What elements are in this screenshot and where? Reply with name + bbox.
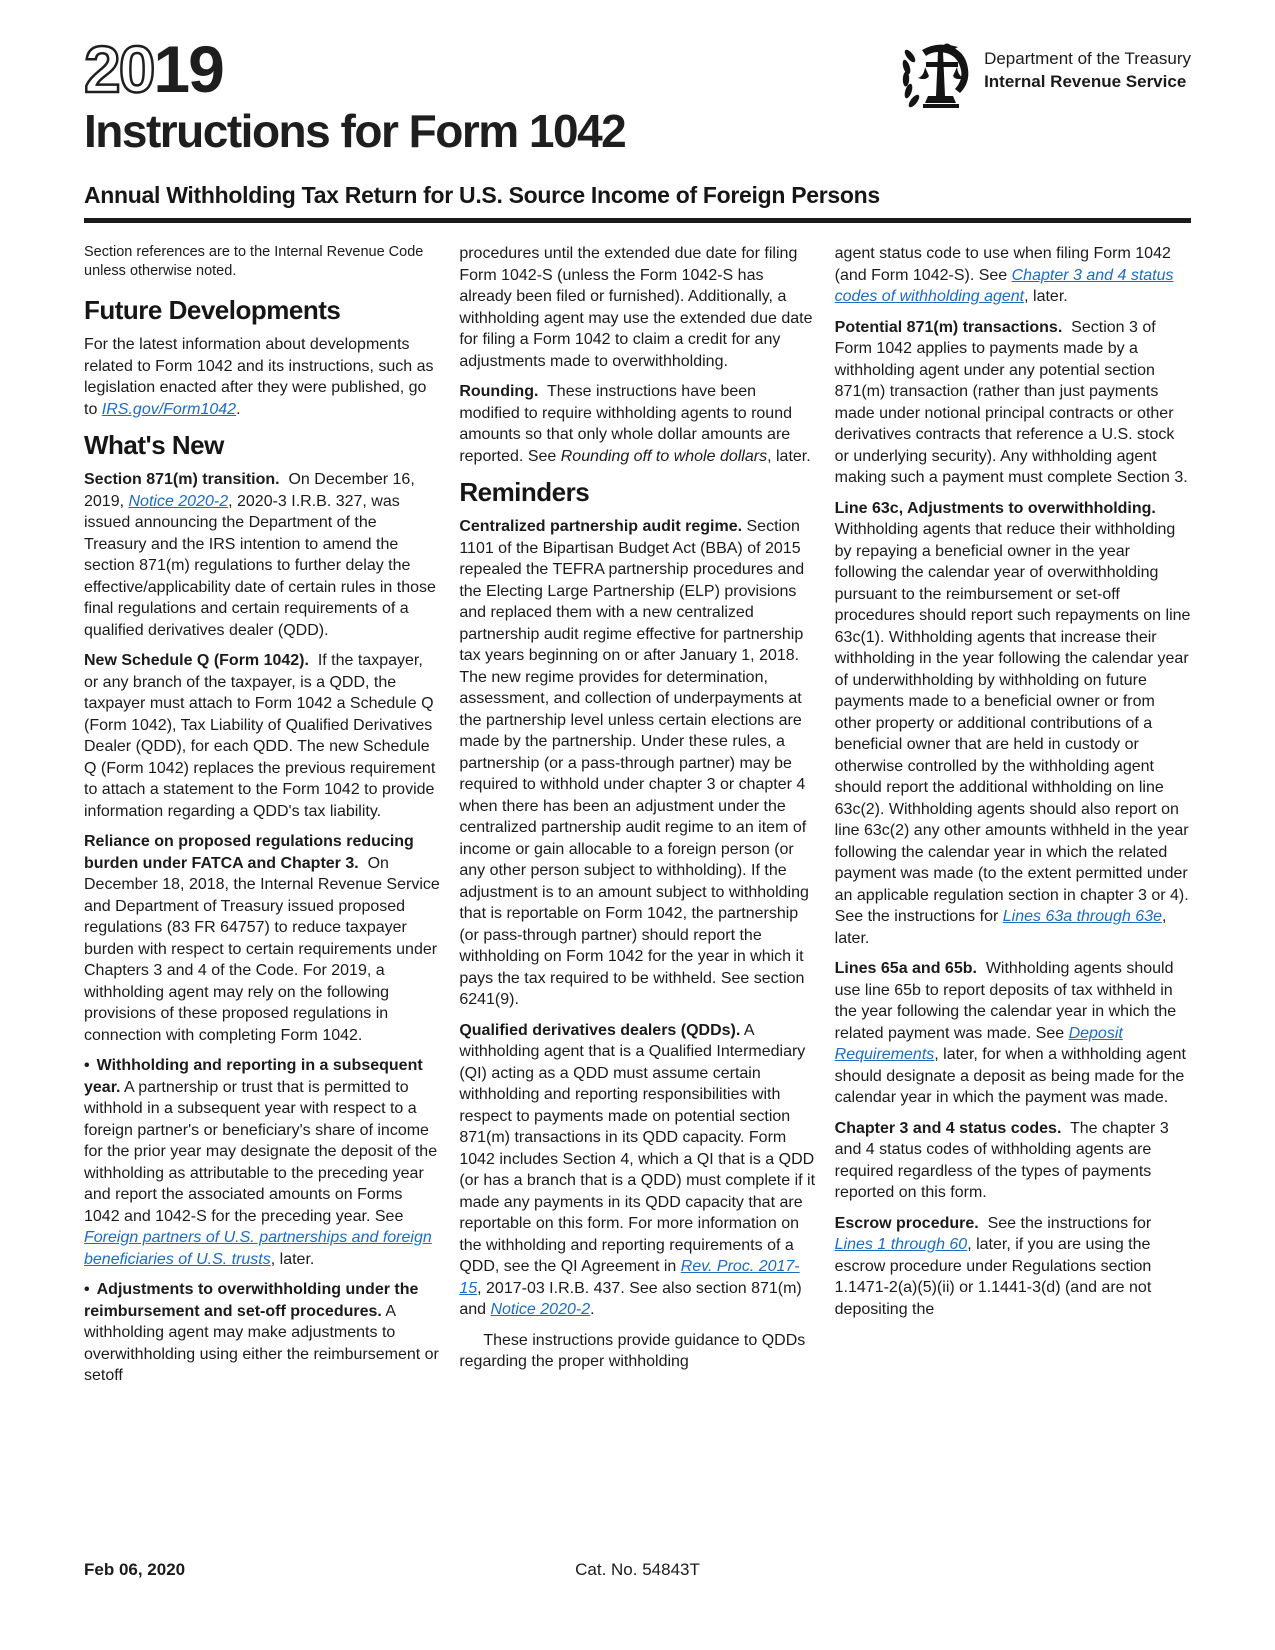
- paragraph: [835, 958, 1191, 1109]
- bullet-item: [84, 1055, 440, 1270]
- inline-link[interactable]: Lines 63a through 63e: [1002, 908, 1162, 925]
- paragraph: [835, 317, 1191, 489]
- text-columns: [84, 243, 1191, 1396]
- text-run: Chapter 3 and 4 status codes.: [834, 1119, 1062, 1137]
- form-year: [84, 32, 625, 106]
- section-heading: [84, 430, 440, 461]
- text-run: On December 16, 2019,: [84, 471, 415, 510]
- page-title: Instructions for Form 1042: [84, 105, 626, 157]
- inline-link[interactable]: Notice 2020-2: [128, 492, 229, 510]
- text-run: agent status code to use when filing Form 1042 (and Form 1042-S). See: [834, 245, 1171, 284]
- paragraph: [84, 334, 440, 420]
- inline-link[interactable]: IRS.gov/Form1042: [101, 400, 237, 418]
- text-run: For the latest information about developments related to Form 1042 and its instructions, such as legislation enacted after they were published, go to: [84, 336, 434, 418]
- text-run: , later.: [270, 1250, 315, 1268]
- text-run: Rounding off to whole dollars: [560, 447, 768, 465]
- paragraph: [835, 243, 1191, 308]
- form-subtitle: Annual Withholding Tax Return for U.S. Source Income of Foreign Persons: [84, 182, 880, 208]
- paragraph: [459, 516, 815, 1011]
- text-run: , later, for when a withholding agent should designate a deposit as being made for the calendar year in which the payment was made.: [834, 1046, 1186, 1106]
- paragraph: [84, 243, 440, 281]
- text-run: Section 1101 of the Bipartisan Budget Act (BBA) of 2015 repealed the TEFRA partnership procedures and the Electing Large Partnership (ELP) provisions and replaced them with a new centralized partnership audit regime effective for partnership tax years beginning on or after January 1, 2018. The new regime provides for determination, assessment, and collection of underpayments at the partnership level unless certain elections are made by the partnership. Under these rules, a partnership (or a pass-through partner) may be required to withhold under chapter 3 or chapter 4 when there has been an adjustment under the centralized partnership audit regime to an item of income or gain allocable to a foreign person (or any other person subject to withholding). If the adjustment is to an amount subject to withholding that is reportable on Form 1042, the partnership (or pass-through partner) should report the withholding on Form 1042 for the year in which it pays the tax required to be withheld. See section 6241(9).: [459, 518, 809, 1008]
- text-run: New Schedule Q (Form 1042).: [84, 652, 309, 669]
- text-run: , later, if you are using the escrow procedure under Regulations section 1.1471-2(a)(5)(ii) or 1.1441-3(d) (and are not depositing the: [834, 1236, 1152, 1318]
- paragraph: [459, 381, 815, 467]
- text-run: Lines 65a and 65b.: [834, 960, 977, 977]
- text-run: , 2017-03 I.R.B. 437. See also section 871(m) and: [459, 1279, 802, 1318]
- text-run: Escrow procedure.: [834, 1214, 979, 1232]
- agency-line-2: Internal Revenue Service: [984, 71, 1187, 91]
- bullet-icon: •: [84, 1281, 90, 1298]
- paragraph: [459, 1020, 815, 1321]
- inline-link[interactable]: Notice 2020-2: [490, 1301, 591, 1318]
- text-run: Reliance on proposed regulations reducing burden under FATCA and Chapter 3.: [84, 833, 414, 872]
- inline-link[interactable]: Rev. Proc. 2017-15: [459, 1258, 800, 1297]
- text-run: What's New: [84, 430, 224, 460]
- text-run: The chapter 3 and 4 status codes of withholding agents are required regardless of the types of payments reported on this form.: [834, 1119, 1169, 1201]
- revision-date: Feb 06, 2020: [84, 1560, 186, 1579]
- text-run: procedures until the extended due date for filing Form 1042-S (unless the Form 1042-S has already been filed or furnished). Additionally, a withholding agent may use the extended due date for filing a Form 1042 to claim a credit for any adjustments made to overwithholding.: [459, 245, 813, 370]
- paragraph: [835, 498, 1191, 950]
- agency-line-1: Department of the Treasury: [984, 49, 1191, 68]
- agency-text: [984, 40, 1191, 94]
- catalog-number: Cat. No. 54843T: [575, 1560, 700, 1579]
- text-run: .: [590, 1301, 595, 1318]
- inline-link[interactable]: Lines 1 through 60: [834, 1236, 968, 1253]
- text-run: If the taxpayer, or any branch of the taxpayer, is a QDD, the taxpayer must attach to Form 1042 a Schedule Q (Form 1042), Tax Liability of Qualified Derivatives Dealer (QDD), for each QDD. The new Schedule Q (Form 1042) replaces the previous requirement to attach a statement to the Form 1042 to provide information regarding a QDD's tax liability.: [84, 652, 436, 820]
- column-3: [835, 243, 1191, 1396]
- year-bold-digits: 19: [153, 32, 223, 106]
- text-run: Centralized partnership audit regime.: [459, 518, 743, 535]
- text-run: A withholding agent that is a Qualified Intermediary (QI) acting as a QDD must assume certain withholding and reporting responsibilities with respect to payments made on potential section 871(m) transactions in its QDD capacity. Form 1042 includes Section 4, which a QI that is a QDD (or has a branch that is a QDD) must complete if it made any payments in its QDD capacity that are reportable on this form. For more information on the withholding and reporting requirements of a QDD, see the QI Agreement in: [459, 1021, 816, 1275]
- year-outline-digits: 20: [84, 32, 154, 106]
- text-run: A withholding agent may make adjustments to overwithholding using either the reimbursement or setoff: [84, 1302, 439, 1384]
- text-run: , later.: [834, 908, 1167, 947]
- text-run: Withholding agents that reduce their withholding by repaying a beneficial owner in the year following the calendar year of overwithholding pursuant to the reimbursement or set-off procedures should report such repayments on line 63c(1). Withholding agents that increase their withholding in the year following the calendar year of underwithholding by withholding on future payments made to a beneficial owner or from other property or additional contributions of a beneficial owner that are held in custody or otherwise controlled by the withholding agent should report the additional withholding on line 63c(2). Withholding agents should also report on line 63c(2) any other amounts withheld in the year following the calendar year in which the related payment was made (to the extent permitted under an applicable regulation section in chapter 3 or 4). See the instructions for: [834, 499, 1191, 925]
- bullet-item: [84, 1279, 440, 1387]
- title-block: [84, 32, 626, 158]
- irs-eagle-logo-icon: [898, 40, 974, 114]
- text-run: .: [236, 400, 241, 418]
- paragraph: [459, 243, 815, 372]
- column-1: [84, 243, 440, 1396]
- paragraph: [835, 1213, 1191, 1321]
- inline-link[interactable]: Foreign partners of U.S. partnerships and foreign beneficiaries of U.S. trusts: [84, 1229, 432, 1268]
- inline-link[interactable]: Chapter 3 and 4 status codes of withholding agent: [834, 266, 1174, 305]
- text-run: See the instructions for: [978, 1214, 1152, 1232]
- section-heading: [84, 295, 440, 326]
- text-run: Potential 871(m) transactions.: [834, 318, 1063, 336]
- text-run: Withholding and reporting in a subsequent year.: [84, 1057, 423, 1096]
- text-run: , later.: [767, 447, 811, 465]
- text-run: Future Developments: [84, 295, 341, 325]
- paragraph: [84, 831, 440, 1046]
- section-heading: [459, 477, 815, 508]
- document-header: [84, 32, 1191, 158]
- text-run: A partnership or trust that is permitted to withhold in a subsequent year with respect to a foreign partner's or beneficiary's share of income for the prior year may designate the deposit of the withholding as attributable to the preceding year and report the associated amounts on Forms 1042 and 1042-S for the preceding year. See: [84, 1078, 438, 1225]
- agency-block: [898, 40, 1191, 114]
- text-run: , later.: [1024, 288, 1068, 305]
- inline-link[interactable]: Deposit Requirements: [834, 1024, 1123, 1063]
- text-run: Section 3 of Form 1042 applies to payments made by a withholding agent under any potential section 871(m) transaction (rather than just payments made under notional principal contracts or other derivatives contracts that reference a U.S. stock or underlying security). Any withholding agent making such a payment must complete Section 3.: [834, 318, 1188, 486]
- text-run: Section 871(m) transition.: [84, 471, 280, 488]
- paragraph: [84, 469, 440, 641]
- bullet-icon: •: [84, 1057, 90, 1074]
- text-run: These instructions have been modified to require withholding agents to round amounts so that only whole dollar amounts are reported. See: [459, 383, 792, 465]
- column-2: [459, 243, 815, 1396]
- paragraph: [84, 650, 440, 822]
- text-run: Rounding.: [459, 383, 539, 400]
- text-run: Section references are to the Internal Revenue Code unless otherwise noted.: [84, 244, 424, 279]
- text-run: On December 18, 2018, the Internal Revenue Service and Department of Treasury issued proposed regulations (83 FR 64757) to reduce taxpayer burden with respect to certain requirements under Chapters 3 and 4 of the Code. For 2019, a withholding agent may rely on the following provisions of these proposed regulations in connection with completing Form 1042.: [84, 854, 440, 1044]
- paragraph: [835, 1118, 1191, 1204]
- header-rule: [84, 218, 1191, 223]
- text-run: Qualified derivatives dealers (QDDs).: [459, 1021, 741, 1039]
- text-run: Withholding agents should use line 65b to report deposits of tax withheld in the year following the calendar year in which the related payment was made. See: [834, 960, 1177, 1042]
- text-run: Reminders: [459, 477, 590, 507]
- text-run: , 2020-3 I.R.B. 327, was issued announcing the Department of the Treasury and the IRS intention to amend the section 871(m) regulations to further delay the effective/applicability date of certain rules in those final regulations and certain requirements of a qualified derivatives dealer (QDD).: [84, 492, 436, 639]
- text-run: These instructions provide guidance to QDDs regarding the proper withholding: [459, 1331, 806, 1370]
- text-run: Line 63c, Adjustments to overwithholding.: [834, 499, 1156, 517]
- paragraph: [459, 1330, 815, 1373]
- text-run: Adjustments to overwithholding under the reimbursement and set-off procedures.: [84, 1281, 419, 1320]
